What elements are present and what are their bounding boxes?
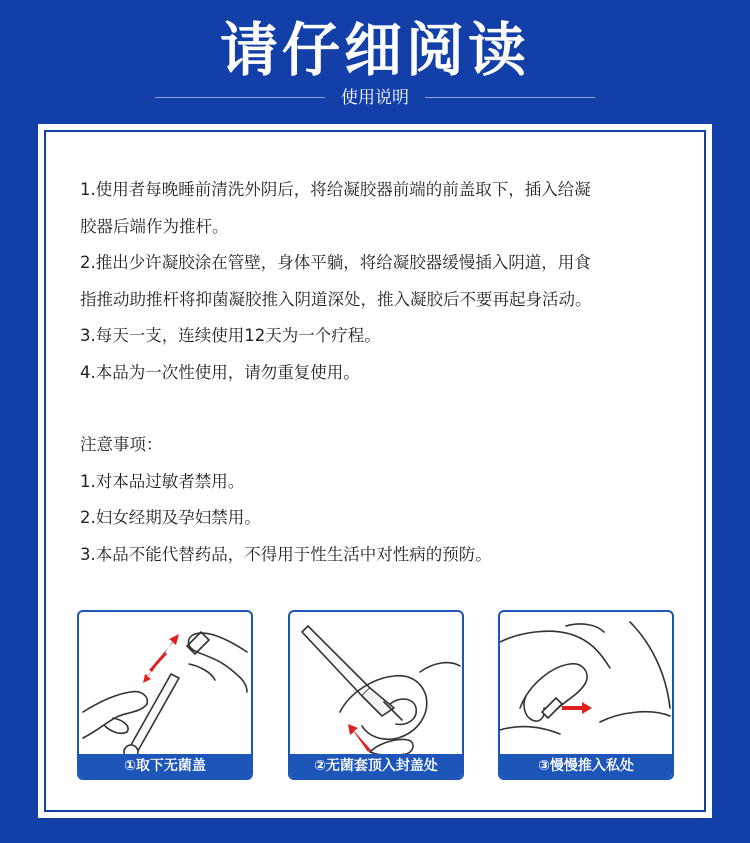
instruction-line: 4.本品为一次性使用，请勿重复使用。 (80, 362, 360, 382)
instruction-line: 2.推出少许凝胶涂在管壁，身体平躺，将给凝胶器缓慢插入阴道，用食 (80, 253, 591, 272)
note-item: 1.对本品过敏者禁用。 (80, 471, 245, 491)
notes-heading: 注意事项： (80, 435, 163, 454)
subtitle: 使用说明 (341, 88, 409, 108)
instruction-line: 1.使用者每晚睡前清洗外阴后，将给凝胶器前端的前盖取下，插入给凝 (80, 180, 591, 199)
step-3-label: ③慢慢推入私处 (500, 754, 672, 778)
section-spacer (80, 391, 680, 427)
page-title: 请仔细阅读 (219, 16, 530, 84)
instruction-line: 指推动助推杆将抑菌凝胶推入阴道深处，推入凝胶后不要再起身活动。 (80, 289, 592, 309)
step-3-illustration (500, 612, 672, 758)
instructions-block (80, 172, 680, 573)
step-1-illustration (79, 612, 251, 758)
subtitle-divider-left (155, 97, 325, 98)
step-2-label: ②无菌套顶入封盖处 (290, 754, 462, 778)
note-item: 3.本品不能代替药品，不得用于性生活中对性病的预防。 (80, 544, 492, 564)
note-item: 2.妇女经期及孕妇禁用。 (80, 508, 261, 527)
subtitle-divider-right (425, 97, 595, 98)
step-2-illustration (290, 612, 462, 758)
step-card-3 (498, 610, 674, 780)
step-1-label: ①取下无菌盖 (79, 754, 251, 778)
step-card-1 (77, 610, 253, 780)
subtitle-row (0, 84, 750, 112)
instruction-line: 3.每天一支，连续使用12天为一个疗程。 (80, 326, 381, 345)
step-card-2 (288, 610, 464, 780)
instruction-line: 胶器后端作为推杆。 (80, 216, 229, 236)
